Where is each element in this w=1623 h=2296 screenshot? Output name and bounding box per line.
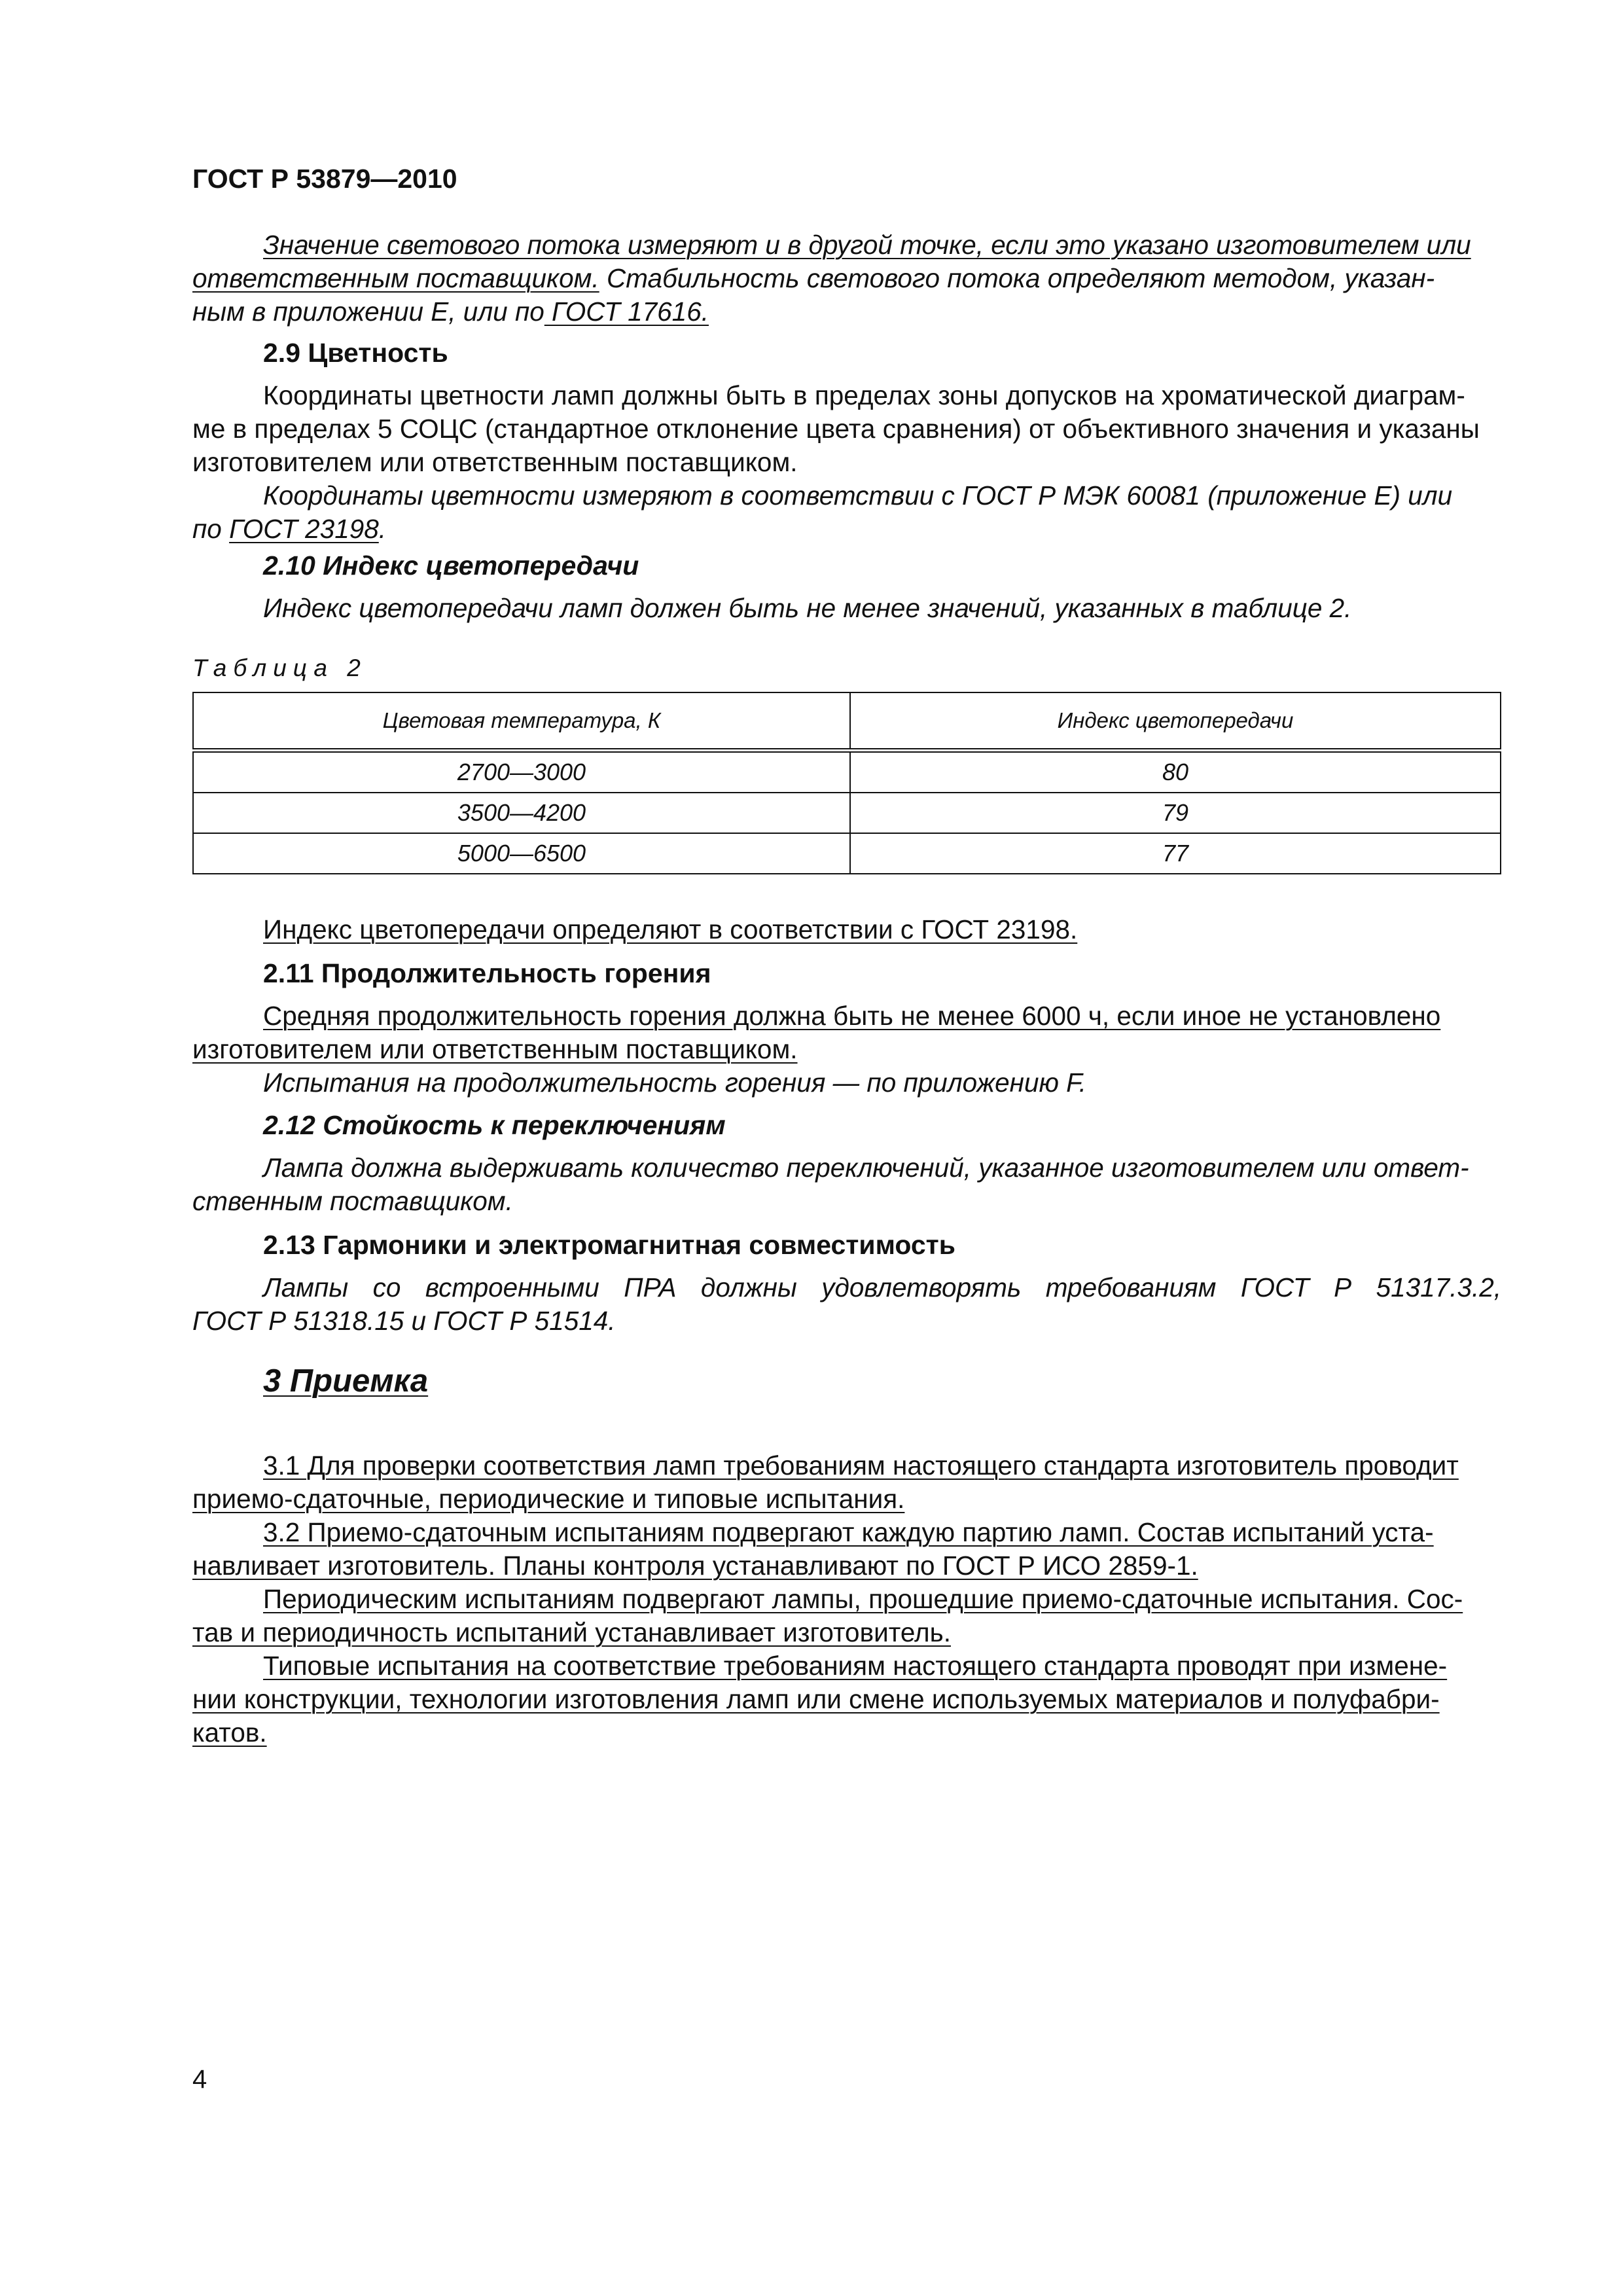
text-line: ме в пределах 5 СОЦС (стандартное отклонение цвета сравнения) от объективного значения и указаны [192, 414, 1480, 444]
text-line: ственным поставщиком. [192, 1186, 513, 1216]
table-cell: 3500—4200 [193, 793, 850, 833]
section-heading: 2.11 Продолжительность горения [263, 958, 711, 988]
text-line: Индекс цветопередачи определяют в соответствии с ГОСТ 23198. [263, 914, 1078, 944]
text-line: Периодическим испытаниям подвергают лампы, прошедшие приемо-сдаточные испытания. Сос- [263, 1584, 1463, 1614]
page-number: 4 [192, 2065, 207, 2094]
section-2-11 [192, 957, 1501, 1100]
text-span: ГОСТ 23198 [229, 514, 379, 544]
text-line: 3.2 Приемо-сдаточным испытаниям подвергают каждую партию ламп. Состав испытаний уста- [263, 1517, 1434, 1547]
text-line: изготовителем или ответственным поставщиком. [192, 447, 798, 477]
section-heading: 2.12 Стойкость к переключениям [263, 1110, 726, 1140]
section-2-10 [192, 549, 1501, 625]
text-line: 3.1 Для проверки соответствия ламп требованиям настоящего стандарта изготовитель проводит [263, 1450, 1459, 1480]
section-2-13 [192, 1229, 1501, 1338]
text-line [192, 295, 1501, 329]
text-span: . [378, 514, 387, 544]
table-cell: 79 [850, 793, 1501, 833]
table-row [193, 751, 1501, 793]
text-line: Лампы со встроенными ПРА должны удовлетворять требованиям ГОСТ Р 51317.3.2, [263, 1272, 1501, 1302]
section-2-9 [192, 336, 1501, 546]
text-span: по [192, 514, 230, 544]
text-line: катов. [192, 1717, 267, 1748]
paragraph-after-table [192, 913, 1501, 946]
text-span: ответственным поставщиком. [192, 263, 599, 293]
text-line: тав и периодичность испытаний устанавливает изготовитель. [192, 1617, 951, 1647]
section-3-heading: 3 Приемка [263, 1363, 429, 1399]
section-heading: 2.9 Цветность [263, 338, 448, 368]
text-line: Координаты цветности ламп должны быть в пределах зоны допусков на хроматической диаграм- [263, 380, 1465, 410]
table-row [193, 833, 1501, 874]
text-span: ГОСТ 17616. [544, 296, 709, 327]
table-cell: 80 [850, 751, 1501, 793]
text-span: ным в приложении Е, или по [192, 296, 544, 327]
document-header: ГОСТ Р 53879—2010 [192, 164, 457, 194]
table-header-row [193, 692, 1501, 751]
text-line: Типовые испытания на соответствие требованиям настоящего стандарта проводят при измене- [263, 1651, 1448, 1681]
section-heading: 2.10 Индекс цветопередачи [263, 550, 639, 581]
table-cell: 77 [850, 833, 1501, 874]
text-span: Стабильность светового потока определяют методом, указан- [599, 263, 1435, 293]
text-line: Индекс цветопередачи ламп должен быть не менее значений, указанных в таблице 2. [263, 593, 1352, 623]
text-line [192, 262, 1501, 295]
section-3-body [192, 1449, 1501, 1749]
text-line: Испытания на продолжительность горения — по приложению F. [263, 1067, 1086, 1098]
paragraph-luminous-flux [192, 228, 1501, 329]
text-line [192, 512, 1501, 546]
table-header-cell: Цветовая температура, К [193, 692, 850, 751]
text-line: Лампа должна выдерживать количество переключений, указанное изготовителем или ответ- [263, 1153, 1469, 1183]
text-line: изготовителем или ответственным поставщиком. [192, 1034, 798, 1064]
text-line: Средняя продолжительность горения должна быть не менее 6000 ч, если иное не установлено [263, 1001, 1441, 1031]
text-line: нии конструкции, технологии изготовления ламп или смене используемых материалов и полуфабри- [192, 1684, 1440, 1714]
text-line: ГОСТ Р 51318.15 и ГОСТ Р 51514. [192, 1306, 616, 1336]
table-cell: 5000—6500 [193, 833, 850, 874]
color-rendering-table [192, 692, 1501, 874]
table-header-cell: Индекс цветопередачи [850, 692, 1501, 751]
table-row [193, 793, 1501, 833]
text-line: приемо-сдаточные, периодические и типовые испытания. [192, 1484, 905, 1514]
text-line: навливает изготовитель. Планы контроля устанавливают по ГОСТ Р ИСО 2859-1. [192, 1551, 1198, 1581]
section-heading: 2.13 Гармоники и электромагнитная совместимость [263, 1230, 955, 1260]
table-caption: Таблица 2 [192, 655, 367, 681]
table-cell: 2700—3000 [193, 751, 850, 793]
text-line: Значение светового потока измеряют и в другой точке, если это указано изготовителем или [263, 230, 1471, 260]
text-line: Координаты цветности измеряют в соответствии с ГОСТ Р МЭК 60081 (приложение Е) или [263, 480, 1453, 511]
section-2-12 [192, 1109, 1501, 1218]
